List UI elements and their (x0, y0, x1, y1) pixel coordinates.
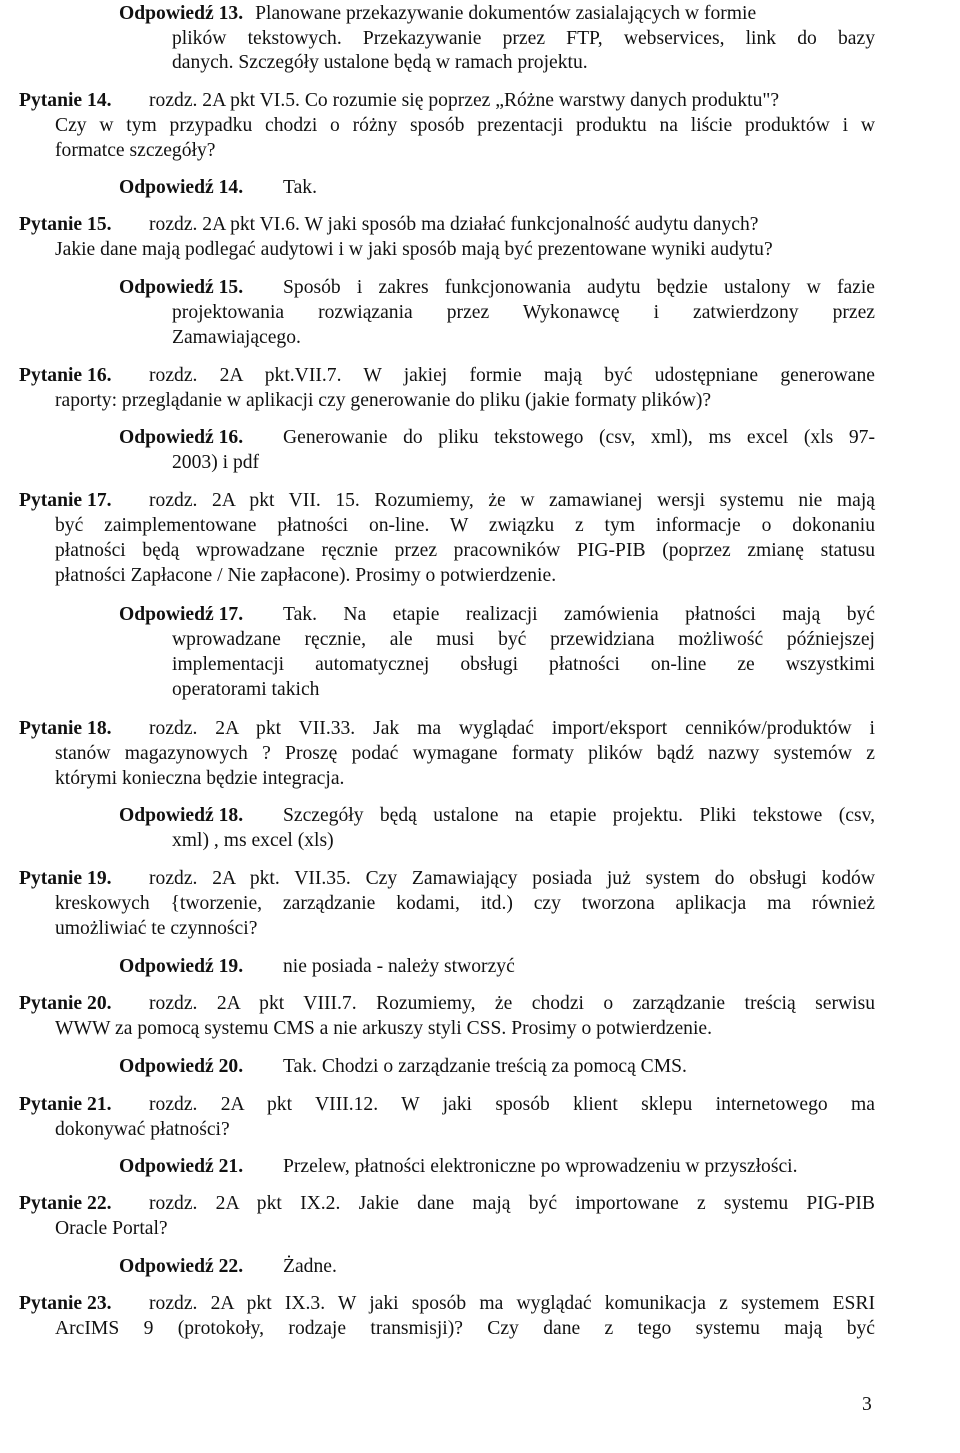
question-15-label: Pytanie 15. (19, 214, 112, 235)
answer-18-line-2: xml) , ms excel (xls) (172, 830, 334, 851)
answer-13-line-1: Odpowiedź 13. Planowane przekazywanie dokumentów zasialających w formie (119, 3, 757, 24)
question-18-line-2: stanów magazynowych ? Proszę podać wymagane formaty plików bądź nazwy systemów z (55, 743, 875, 764)
question-15-line-1: rozdz. 2A pkt VI.6. W jaki sposób ma działać funkcjonalność audytu danych? (149, 214, 759, 235)
answer-19-text: nie posiada - należy stworzyć (283, 956, 515, 977)
question-19-line-2: kreskowych {tworzenie, zarządzanie kodami, itd.) czy tworzona aplikacja ma również (55, 893, 875, 914)
answer-17-label: Odpowiedź 17. (119, 604, 244, 625)
answer-22-label: Odpowiedź 22. (119, 1256, 244, 1277)
answer-17-line-3: implementacji automatycznej obsługi płatności on-line ze wszystkimi (172, 654, 875, 675)
answer-14-text: Tak. (283, 177, 317, 198)
answer-13-line-2: plików tekstowych. Przekazywanie przez FTP, webservices, link do bazy (172, 28, 875, 49)
question-14-line-3: formatce szczegóły? (55, 140, 216, 161)
question-23-label: Pytanie 23. (19, 1293, 112, 1314)
question-17-line-1: rozdz. 2A pkt VII. 15. Rozumiemy, że w zamawianej wersji systemu nie mają (149, 490, 875, 511)
answer-22-text: Żadne. (283, 1256, 337, 1277)
answer-15-label: Odpowiedź 15. (119, 277, 244, 298)
question-16-line-2: raporty: przeglądanie w aplikacji czy generowanie do pliku (jakie formaty plików)? (55, 390, 712, 411)
answer-13-line-3: danych. Szczegóły ustalone będą w ramach projektu. (172, 52, 588, 73)
answer-17-line-2: wprowadzane ręcznie, ale musi być przewidziana możliwość późniejszej (172, 629, 875, 650)
question-19-line-1: rozdz. 2A pkt. VII.35. Czy Zamawiający posiada już system do obsługi kodów (149, 868, 875, 889)
question-20-line-2: WWW za pomocą systemu CMS a nie arkuszy styli CSS. Prosimy o potwierdzenie. (55, 1018, 713, 1039)
question-18-label: Pytanie 18. (19, 718, 112, 739)
question-22-line-1: rozdz. 2A pkt IX.2. Jakie dane mają być importowane z systemu PIG-PIB (149, 1193, 875, 1214)
question-20-line-1: rozdz. 2A pkt VIII.7. Rozumiemy, że chodzi o zarządzanie treścią serwisu (149, 993, 875, 1014)
question-21-label: Pytanie 21. (19, 1094, 112, 1115)
question-22-label: Pytanie 22. (19, 1193, 112, 1214)
answer-16-label: Odpowiedź 16. (119, 427, 244, 448)
question-14-label: Pytanie 14. (19, 90, 112, 111)
answer-17-line-1: Tak. Na etapie realizacji zamówienia płatności mają być (283, 604, 875, 625)
answer-21-text: Przelew, płatności elektroniczne po wprowadzeniu w przyszłości. (283, 1156, 798, 1177)
question-19-label: Pytanie 19. (19, 868, 112, 889)
question-18-line-1: rozdz. 2A pkt VII.33. Jak ma wyglądać import/eksport cenników/produktów i (149, 718, 875, 739)
question-18-line-3: którymi konieczna będzie integracja. (55, 768, 345, 789)
question-23-line-2: ArcIMS 9 (protokoły, rodzaje transmisji)? Czy dane z tego systemu mają być (55, 1318, 875, 1339)
answer-20-label: Odpowiedź 20. (119, 1056, 244, 1077)
question-14-line-1: rozdz. 2A pkt VI.5. Co rozumie się poprzez „Różne warstwy danych produktu"? (149, 90, 780, 111)
question-17-line-2: być zaimplementowane płatności on-line. W związku z tym informacje o dokonaniu (55, 515, 875, 536)
question-17-line-4: płatności Zapłacone / Nie zapłacone). Prosimy o potwierdzenie. (55, 565, 557, 586)
answer-15-line-1: Sposób i zakres funkcjonowania audytu będzie ustalony w fazie (283, 277, 875, 298)
answer-14-label: Odpowiedź 14. (119, 177, 244, 198)
question-23-line-1: rozdz. 2A pkt IX.3. W jaki sposób ma wyglądać komunikacja z systemem ESRI (149, 1293, 875, 1314)
answer-15-line-3: Zamawiającego. (172, 327, 301, 348)
answer-18-line-1: Szczegóły będą ustalone na etapie projektu. Pliki tekstowe (csv, (283, 805, 875, 826)
answer-20-text: Tak. Chodzi o zarządzanie treścią za pomocą CMS. (283, 1056, 687, 1077)
answer-17-line-4: operatorami takich (172, 679, 320, 700)
question-22-line-2: Oracle Portal? (55, 1218, 168, 1239)
page-number: 3 (862, 1394, 872, 1415)
question-17-line-3: płatności będą wprowadzane ręcznie przez pracowników PIG-PIB (poprzez zmianę statusu (55, 540, 875, 561)
question-20-label: Pytanie 20. (19, 993, 112, 1014)
question-17-label: Pytanie 17. (19, 490, 112, 511)
question-15-line-2: Jakie dane mają podlegać audytowi i w jaki sposób mają być prezentowane wyniki audytu? (55, 239, 773, 260)
question-14-line-2: Czy w tym przypadku chodzi o różny sposób prezentacji produktu na liście produktów i w (55, 115, 875, 136)
answer-15-line-2: projektowania rozwiązania przez Wykonawcę i zatwierdzony przez (172, 302, 875, 323)
answer-16-line-2: 2003) i pdf (172, 452, 260, 473)
answer-21-label: Odpowiedź 21. (119, 1156, 244, 1177)
answer-16-line-1: Generowanie do pliku tekstowego (csv, xml), ms excel (xls 97- (283, 427, 875, 448)
question-21-line-2: dokonywać płatności? (55, 1119, 230, 1140)
question-16-label: Pytanie 16. (19, 365, 112, 386)
question-21-line-1: rozdz. 2A pkt VIII.12. W jaki sposób klient sklepu internetowego ma (149, 1094, 875, 1115)
question-16-line-1: rozdz. 2A pkt.VII.7. W jakiej formie mają być udostępniane generowane (149, 365, 875, 386)
answer-18-label: Odpowiedź 18. (119, 805, 244, 826)
question-19-line-3: umożliwiać te czynności? (55, 918, 258, 939)
answer-19-label: Odpowiedź 19. (119, 956, 244, 977)
